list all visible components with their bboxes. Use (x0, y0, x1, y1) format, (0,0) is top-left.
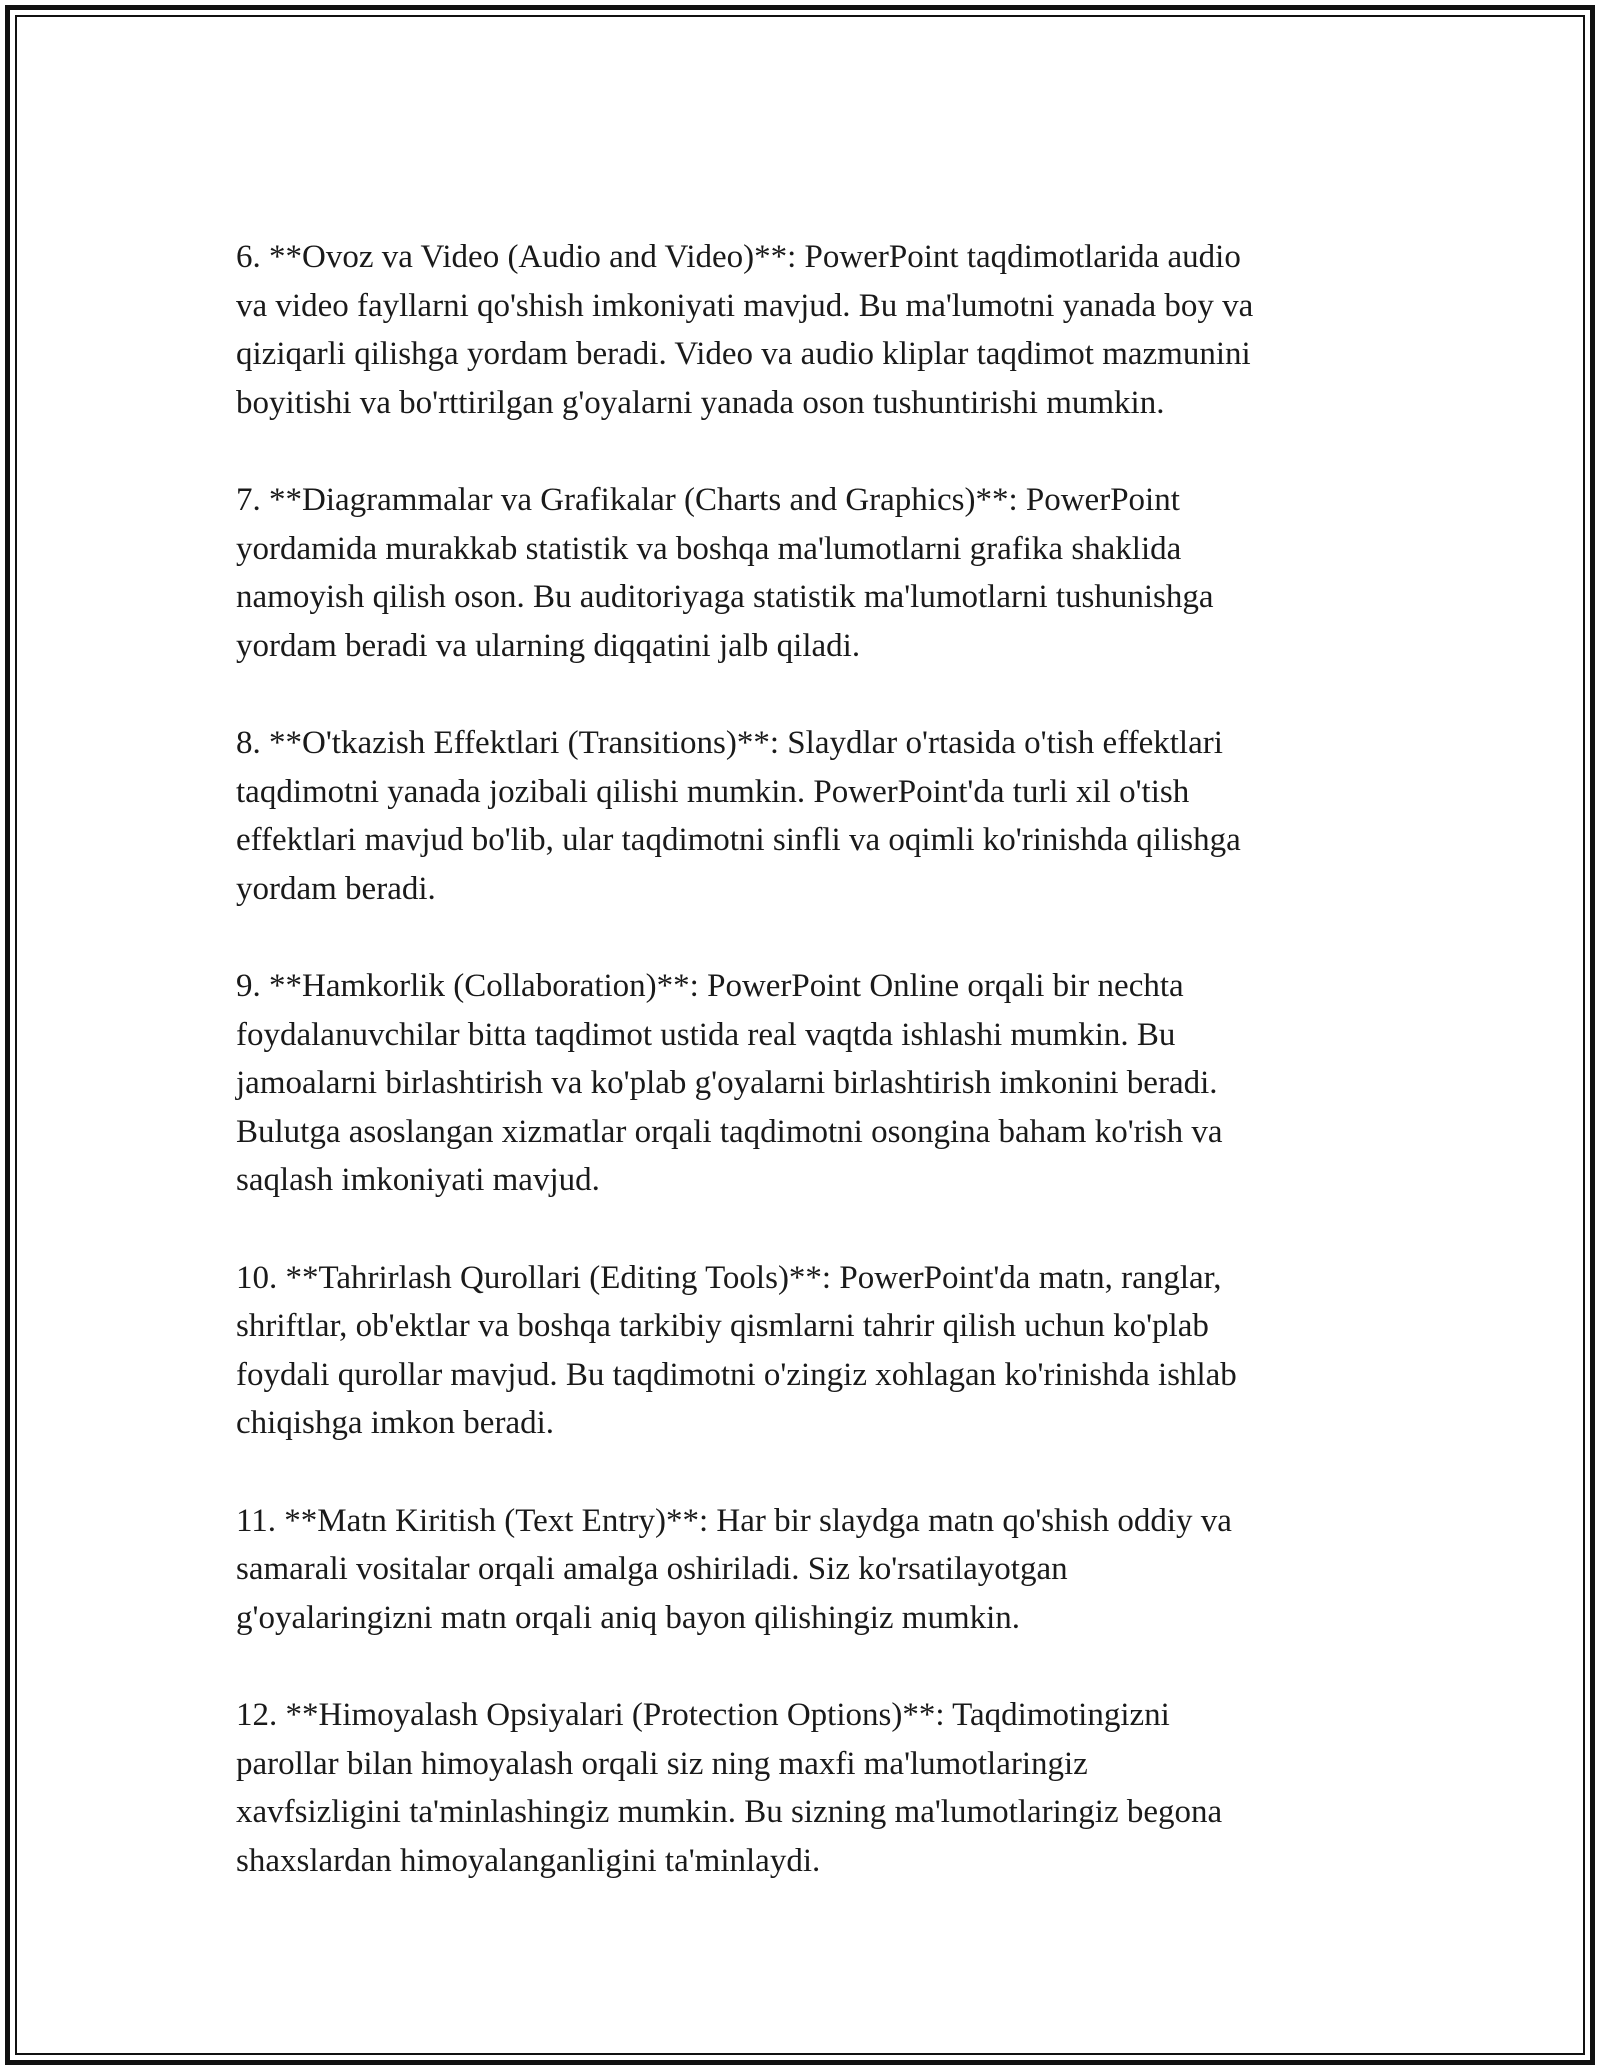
line: samarali vositalar orqali amalga oshiriladi. Siz ko'rsatilayotgan (236, 1551, 1068, 1587)
line: qiziqarli qilishga yordam beradi. Video va audio kliplar taqdimot mazmunini (236, 336, 1251, 372)
line: 10. **Tahrirlash Qurollari (Editing Tools)**: PowerPoint'da matn, ranglar, (236, 1259, 1222, 1296)
line: saqlash imkoniyati mavjud. (236, 1162, 600, 1198)
line: 6. **Ovoz va Video (Audio and Video)**: PowerPoint taqdimotlarida audio (236, 239, 1241, 275)
line: effektlari mavjud bo'lib, ular taqdimotni sinfli va oqimli ko'rinishda qilishga (236, 822, 1241, 858)
line: yordamida murakkab statistik va boshqa ma'lumotlarni grafika shaklida (236, 530, 1182, 567)
document-body (236, 233, 1386, 1885)
paragraph-charts-graphics (236, 476, 1386, 670)
line: 9. **Hamkorlik (Collaboration)**: PowerPoint Online orqali bir nechta (236, 968, 1184, 1004)
line: chiqishga imkon beradi. (236, 1405, 555, 1441)
paragraph-protection-options (236, 1691, 1386, 1885)
line: shaxslardan himoyalanganligini ta'minlaydi. (236, 1842, 821, 1879)
paragraph-text-entry (236, 1497, 1386, 1643)
line: foydali qurollar mavjud. Bu taqdimotni o'zingiz xohlagan ko'rinishda ishlab (236, 1356, 1237, 1393)
line: foydalanuvchilar bitta taqdimot ustida real vaqtda ishlashi mumkin. Bu (236, 1016, 1176, 1053)
paragraph-audio-video (236, 233, 1386, 427)
line: taqdimotni yanada jozibali qilishi mumkin. PowerPoint'da turli xil o'tish (236, 773, 1190, 810)
paragraph-editing-tools (236, 1254, 1386, 1448)
line: yordam beradi va ularning diqqatini jalb qiladi. (236, 627, 861, 664)
paragraph-collaboration (236, 962, 1386, 1205)
line: jamoalarni birlashtirish va ko'plab g'oyalarni birlashtirish imkonini beradi. (236, 1065, 1218, 1101)
line: 11. **Matn Kiritish (Text Entry)**: Har bir slaydga matn qo'shish oddiy va (236, 1502, 1232, 1539)
line: 8. **O'tkazish Effektlari (Transitions)**: Slaydlar o'rtasida o'tish effektlari (236, 725, 1223, 761)
line: va video fayllarni qo'shish imkoniyati mavjud. Bu ma'lumotni yanada boy va (236, 287, 1254, 324)
paragraph-transitions (236, 719, 1386, 913)
line: yordam beradi. (236, 870, 436, 907)
line: parollar bilan himoyalash orqali siz ning maxfi ma'lumotlaringiz (236, 1745, 1088, 1782)
line: 7. **Diagrammalar va Grafikalar (Charts and Graphics)**: PowerPoint (236, 482, 1180, 518)
line: g'oyalaringizni matn orqali aniq bayon qilishingiz mumkin. (236, 1599, 1021, 1636)
line: xavfsizligini ta'minlashingiz mumkin. Bu sizning ma'lumotlaringiz begona (236, 1794, 1223, 1830)
line: namoyish qilish oson. Bu auditoriyaga statistik ma'lumotlarni tushunishga (236, 579, 1214, 615)
line: 12. **Himoyalash Opsiyalari (Protection Options)**: Taqdimotingizni (236, 1697, 1170, 1733)
line: Bulutga asoslangan xizmatlar orqali taqdimotni osongina baham ko'rish va (236, 1113, 1223, 1150)
line: boyitishi va bo'rttirilgan g'oyalarni yanada oson tushuntirishi mumkin. (236, 384, 1165, 421)
line: shriftlar, ob'ektlar va boshqa tarkibiy qismlarni tahrir qilish uchun ko'plab (236, 1308, 1209, 1344)
